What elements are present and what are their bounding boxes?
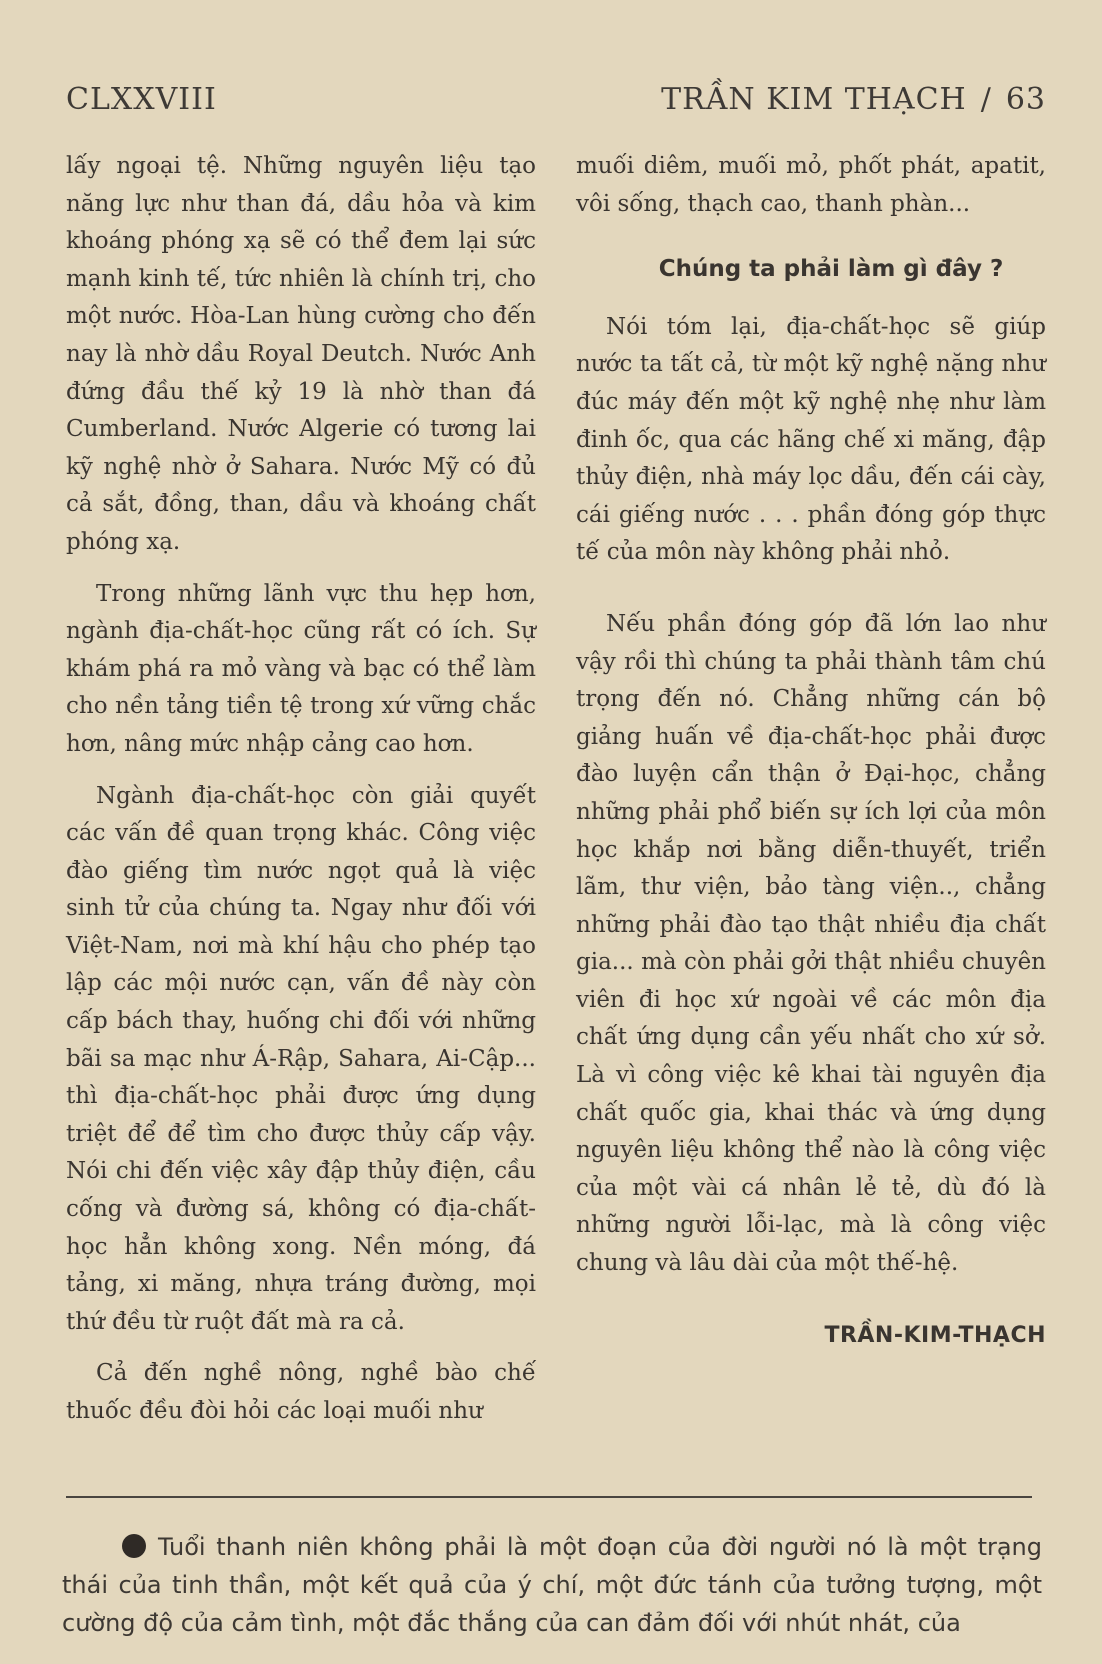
footer-quote-block [62, 1528, 1042, 1642]
left-paragraph-1: lấy ngoại tệ. Những nguyên liệu tạo năng lực như than đá, dầu hỏa và kim khoáng phóng xạ sẽ có thể đem lại sức mạnh kinh tế, tức nhiên là chính trị, cho một nước. Hòa-Lan hùng cường cho đến nay là nhờ dầu Royal Deutch. Nước Anh đứng đầu thế kỷ 19 là nhờ than đá Cumberland. Nước Algerie có tương lai kỹ nghệ nhờ ở Sahara. Nước Mỹ có đủ cả sắt, đồng, than, dầu và khoáng chất phóng xạ. [66, 153, 536, 555]
header-separator: / [980, 82, 992, 117]
paragraph-gap [576, 586, 1046, 606]
right-continuation: muối diêm, muối mỏ, phốt phát, apatit, vôi sống, thạch cao, thanh phàn... [576, 153, 1046, 217]
left-column [66, 148, 536, 1445]
page-section-number: CLXXVIII [66, 82, 217, 117]
bullet-icon [122, 1534, 146, 1558]
footer-quote: Tuổi thanh niên không phải là một đoạn của đời người nó là một trạng thái của tinh thần, một kết quả của ý chí, một đức tánh của tưởng tượng, một cường độ của cảm tình, một đắc thắng của can đảm đối với nhút nhát, của [62, 1533, 1042, 1637]
page-number: 63 [1005, 82, 1046, 117]
left-paragraph-2: Trong những lãnh vực thu hẹp hơn, ngành địa-chất-học cũng rất có ích. Sự khám phá ra mỏ vàng và bạc có thể làm cho nền tảng tiền tệ trong xứ vững chắc hơn, nâng mức nhập cảng cao hơn. [66, 580, 536, 757]
left-paragraph-4: Cả đến nghề nông, nghề bào chế thuốc đều đòi hỏi các loại muối như [66, 1360, 536, 1424]
left-paragraph-3: Ngành địa-chất-học còn giải quyết các vấn đề quan trọng khác. Công việc đào giếng tìm nước ngọt quả là việc sinh tử của chúng ta. Ngay như đối với Việt-Nam, nơi mà khí hậu cho phép tạo lập các mội nước cạn, vấn đề này còn cấp bách thay, huống chi đối với những bãi sa mạc như Á-Rập, Sahara, Ai-Cập... thì địa-chất-học phải được ứng dụng triệt để để tìm cho được thủy cấp vậy. Nói chi đến việc xây đập thủy điện, cầu cống và đường sá, không có địa-chất-học hẳn không xong. Nền móng, đá tảng, xi măng, nhựa tráng đường, mọi thứ đều từ ruột đất mà ra cả. [66, 782, 536, 1335]
header-author: TRẦN KIM THẠCH [661, 82, 967, 117]
right-paragraph-1: Nói tóm lại, địa-chất-học sẽ giúp nước ta tất cả, từ một kỹ nghệ nặng như đúc máy đến một kỹ nghệ nhẹ như làm đinh ốc, qua các hãng chế xi măng, đập thủy điện, nhà máy lọc dầu, đến cái cày, cái giếng nước . . . phần đóng góp thực tế của môn này không phải nhỏ. [576, 313, 1046, 566]
right-paragraph-2: Nếu phần đóng góp đã lớn lao như vậy rồi thì chúng ta phải thành tâm chú trọng đến nó. Chẳng những cán bộ giảng huấn về địa-chất-học phải được đào luyện cẩn thận ở Đại-học, chẳng những phải phổ biến sự ích lợi của môn học khắp nơi bằng diễn-thuyết, triển lãm, thư viện, bảo tàng viện.., chẳng những phải đào tạo thật nhiều địa chất gia... mà còn phải gởi thật nhiều chuyên viên đi học xứ ngoài về các môn địa chất ứng dụng cần yếu nhất cho xứ sở. Là vì công việc kê khai tài nguyên địa chất quốc gia, khai thác và ứng dụng nguyên liệu không thể nào là công việc của một vài cá nhân lẻ tẻ, dù đó là những người lỗi-lạc, mà là công việc chung và lâu dài của một thế-hệ. [576, 610, 1046, 1277]
section-heading: Chúng ta phải làm gì đây ? [658, 256, 1004, 283]
right-column [576, 148, 1046, 1354]
footer-divider [66, 1496, 1032, 1498]
page-header-right [661, 82, 1046, 117]
author-signature: TRẦN-KIM-THẠCH [824, 1322, 1046, 1348]
